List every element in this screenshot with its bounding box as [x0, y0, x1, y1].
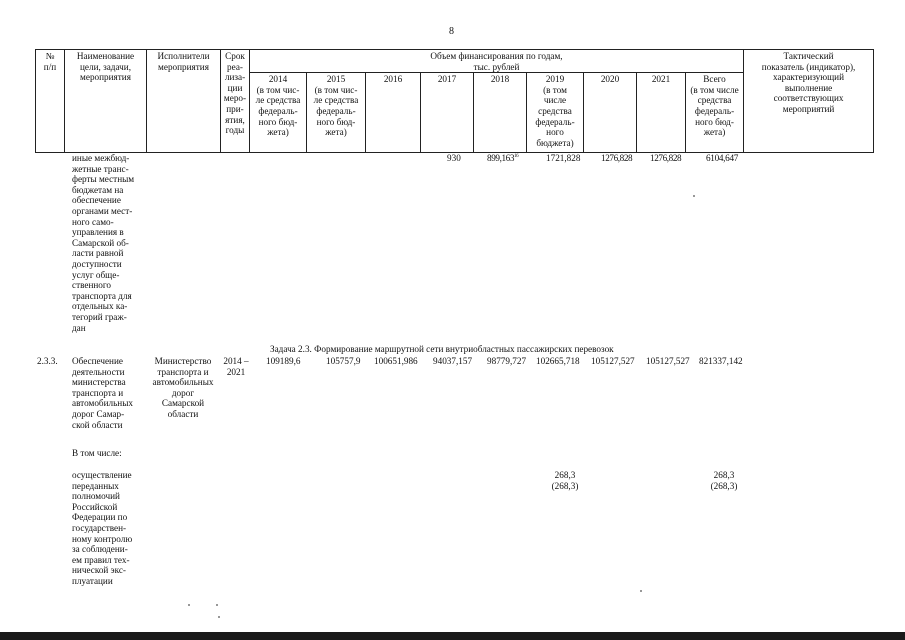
row-233-term-line: 2014 –: [223, 356, 249, 366]
row-transfers-2017: 930: [447, 153, 461, 163]
scan-speck: [693, 195, 695, 197]
task-heading: Задача 2.3. Формирование маршрутной сети внутриобластных пассажирских перевозок: [270, 344, 614, 354]
scan-speck: [640, 590, 642, 592]
row-sub-line: осуществление: [72, 470, 132, 480]
row-233-line: министерства: [72, 377, 126, 388]
row-sub-total: [695, 470, 753, 491]
row-sub-2019-value: 268,3: [554, 470, 576, 480]
row-sub-2019-federal: (268,3): [551, 480, 579, 491]
row-transfers-line: жетные транс-: [72, 163, 129, 174]
row-transfers-line: бюджетам на: [72, 184, 124, 195]
row-transfers-line: ственного: [72, 280, 112, 291]
row-233-executor-line: Министерство: [154, 356, 212, 366]
row-transfers-line: обеспечение: [72, 195, 121, 206]
row-transfers-2020: 1276,828: [601, 153, 633, 163]
row-transfers-line: органами мест-: [72, 205, 133, 216]
row-233-executor-line: области: [167, 408, 199, 419]
header-year-2017: 2017: [421, 73, 474, 153]
including-label: В том числе:: [72, 448, 122, 458]
row-transfers-2019: 1721,828: [546, 153, 581, 163]
row-233-line: деятельности: [72, 366, 125, 377]
header-term: Срок реа- лиза- ции меро- при- ятия, годы: [221, 50, 250, 153]
row-233-2017: 94037,157: [433, 356, 473, 366]
row-transfers-line: транспорта для: [72, 290, 132, 301]
row-sub-2019: [536, 470, 594, 491]
row-sub-line: ем правил тех-: [72, 554, 130, 565]
header-indicator: Тактический показатель (индикатор), характеризующий выполнение соответствующих мероприятий: [744, 50, 874, 153]
row-233-line: автомобильных: [72, 398, 133, 409]
row-233-2016: 100651,986: [374, 356, 418, 366]
row-233-term: [219, 356, 253, 377]
row-233-term-line: 2021: [226, 366, 246, 377]
row-233-name: [72, 356, 144, 430]
row-sub-line: Федерации по: [72, 512, 128, 523]
row-sub-line: переданных: [72, 480, 119, 491]
header-year-2016: 2016: [366, 73, 421, 153]
row-233-line: ской области: [72, 419, 123, 430]
row-233-total: 821337,142: [699, 356, 743, 366]
page-number: 8: [449, 26, 454, 37]
row-sub-total-value: 268,3: [713, 470, 735, 480]
row-233-2015: 105757,9: [326, 356, 361, 366]
row-233-executors: [146, 356, 220, 420]
row-sub-line: плуатации: [72, 575, 113, 586]
row-transfers-total: 6104,647: [706, 153, 739, 163]
row-sub-line: полномочий: [72, 491, 120, 502]
scan-speck: [188, 604, 190, 606]
header-year-2015: 2015 (в том чис- ле средства федераль- ного бюд- жета): [307, 73, 366, 153]
row-233-number: 2.3.3.: [37, 356, 58, 366]
row-transfers-2021: 1276,828: [650, 153, 682, 163]
row-transfers-name: [72, 153, 154, 333]
row-transfers-2018: 899,163$^{16}$: [487, 153, 519, 163]
row-233-line: Обеспечение: [72, 356, 123, 366]
row-233-line-justified: дорог Самар-: [72, 408, 125, 419]
header-year-2018: 2018: [474, 73, 527, 153]
row-transfers-line: отдельных ка-: [72, 301, 128, 312]
row-233-executor-line: дорог: [171, 387, 195, 398]
header-funding: Объем финансирования по годам, тыс. рублей: [250, 50, 744, 73]
row-sub-line: за соблюдени-: [72, 544, 128, 555]
header-year-2020: 2020: [584, 73, 637, 153]
row-sub-line: ному контролю: [72, 533, 133, 544]
row-transfers-line: ного само-: [72, 216, 114, 227]
header-number: № п/п: [36, 50, 65, 153]
row-transfers-line: ласти равной: [72, 248, 124, 259]
scan-speck: [216, 604, 218, 606]
row-233-2014: 109189,6: [266, 356, 301, 366]
row-sub-total-federal: (268,3): [710, 480, 738, 491]
header-year-2014: 2014 (в том чис- ле средства федераль- ного бюд- жета): [250, 73, 307, 153]
row-233-executor-line: автомобильных: [152, 377, 214, 388]
row-sub-line: государствен-: [72, 522, 127, 533]
row-233-line-justified: транспорта и: [72, 387, 124, 398]
row-233-executor-line: транспорта и: [157, 366, 209, 377]
header-executors: Исполнители мероприятия: [147, 50, 221, 153]
row-233-2021: 105127,527: [646, 356, 690, 366]
row-transfers-line: ферты местным: [72, 174, 135, 185]
header-total: Всего (в том числе средства федераль- ного бюд- жета): [686, 73, 744, 153]
row-233-executor-line: Самарской: [161, 398, 205, 409]
header-year-2021: 2021: [637, 73, 686, 153]
row-sub-line: нической экс-: [72, 565, 126, 576]
footnote-mark: 16: [514, 153, 519, 159]
row-transfers-line: дан: [72, 322, 86, 333]
scan-speck: [218, 616, 220, 618]
scan-bottom-edge: [0, 632, 905, 640]
row-transfers-line: управления в: [72, 227, 124, 238]
row-sub-line: Российской: [72, 501, 118, 512]
row-sub-name: [72, 470, 154, 587]
row-transfers-line: тегорий граж-: [72, 311, 127, 322]
header-year-2019: 2019 (в том числе средства федераль- ного бюджета): [527, 73, 584, 153]
row-233-2018: 98779,727: [487, 356, 527, 366]
row-transfers-line: услуг обще-: [72, 269, 120, 280]
row-transfers-line: доступности: [72, 258, 122, 269]
row-transfers-line: Самарской об-: [72, 237, 129, 248]
table-header: [35, 49, 874, 153]
row-233-2019: 102665,718: [536, 356, 580, 366]
row-transfers-line: иные межбюд-: [72, 153, 130, 163]
row-233-2020: 105127,527: [591, 356, 635, 366]
header-name: Наименование цели, задачи, мероприятия: [65, 50, 147, 153]
